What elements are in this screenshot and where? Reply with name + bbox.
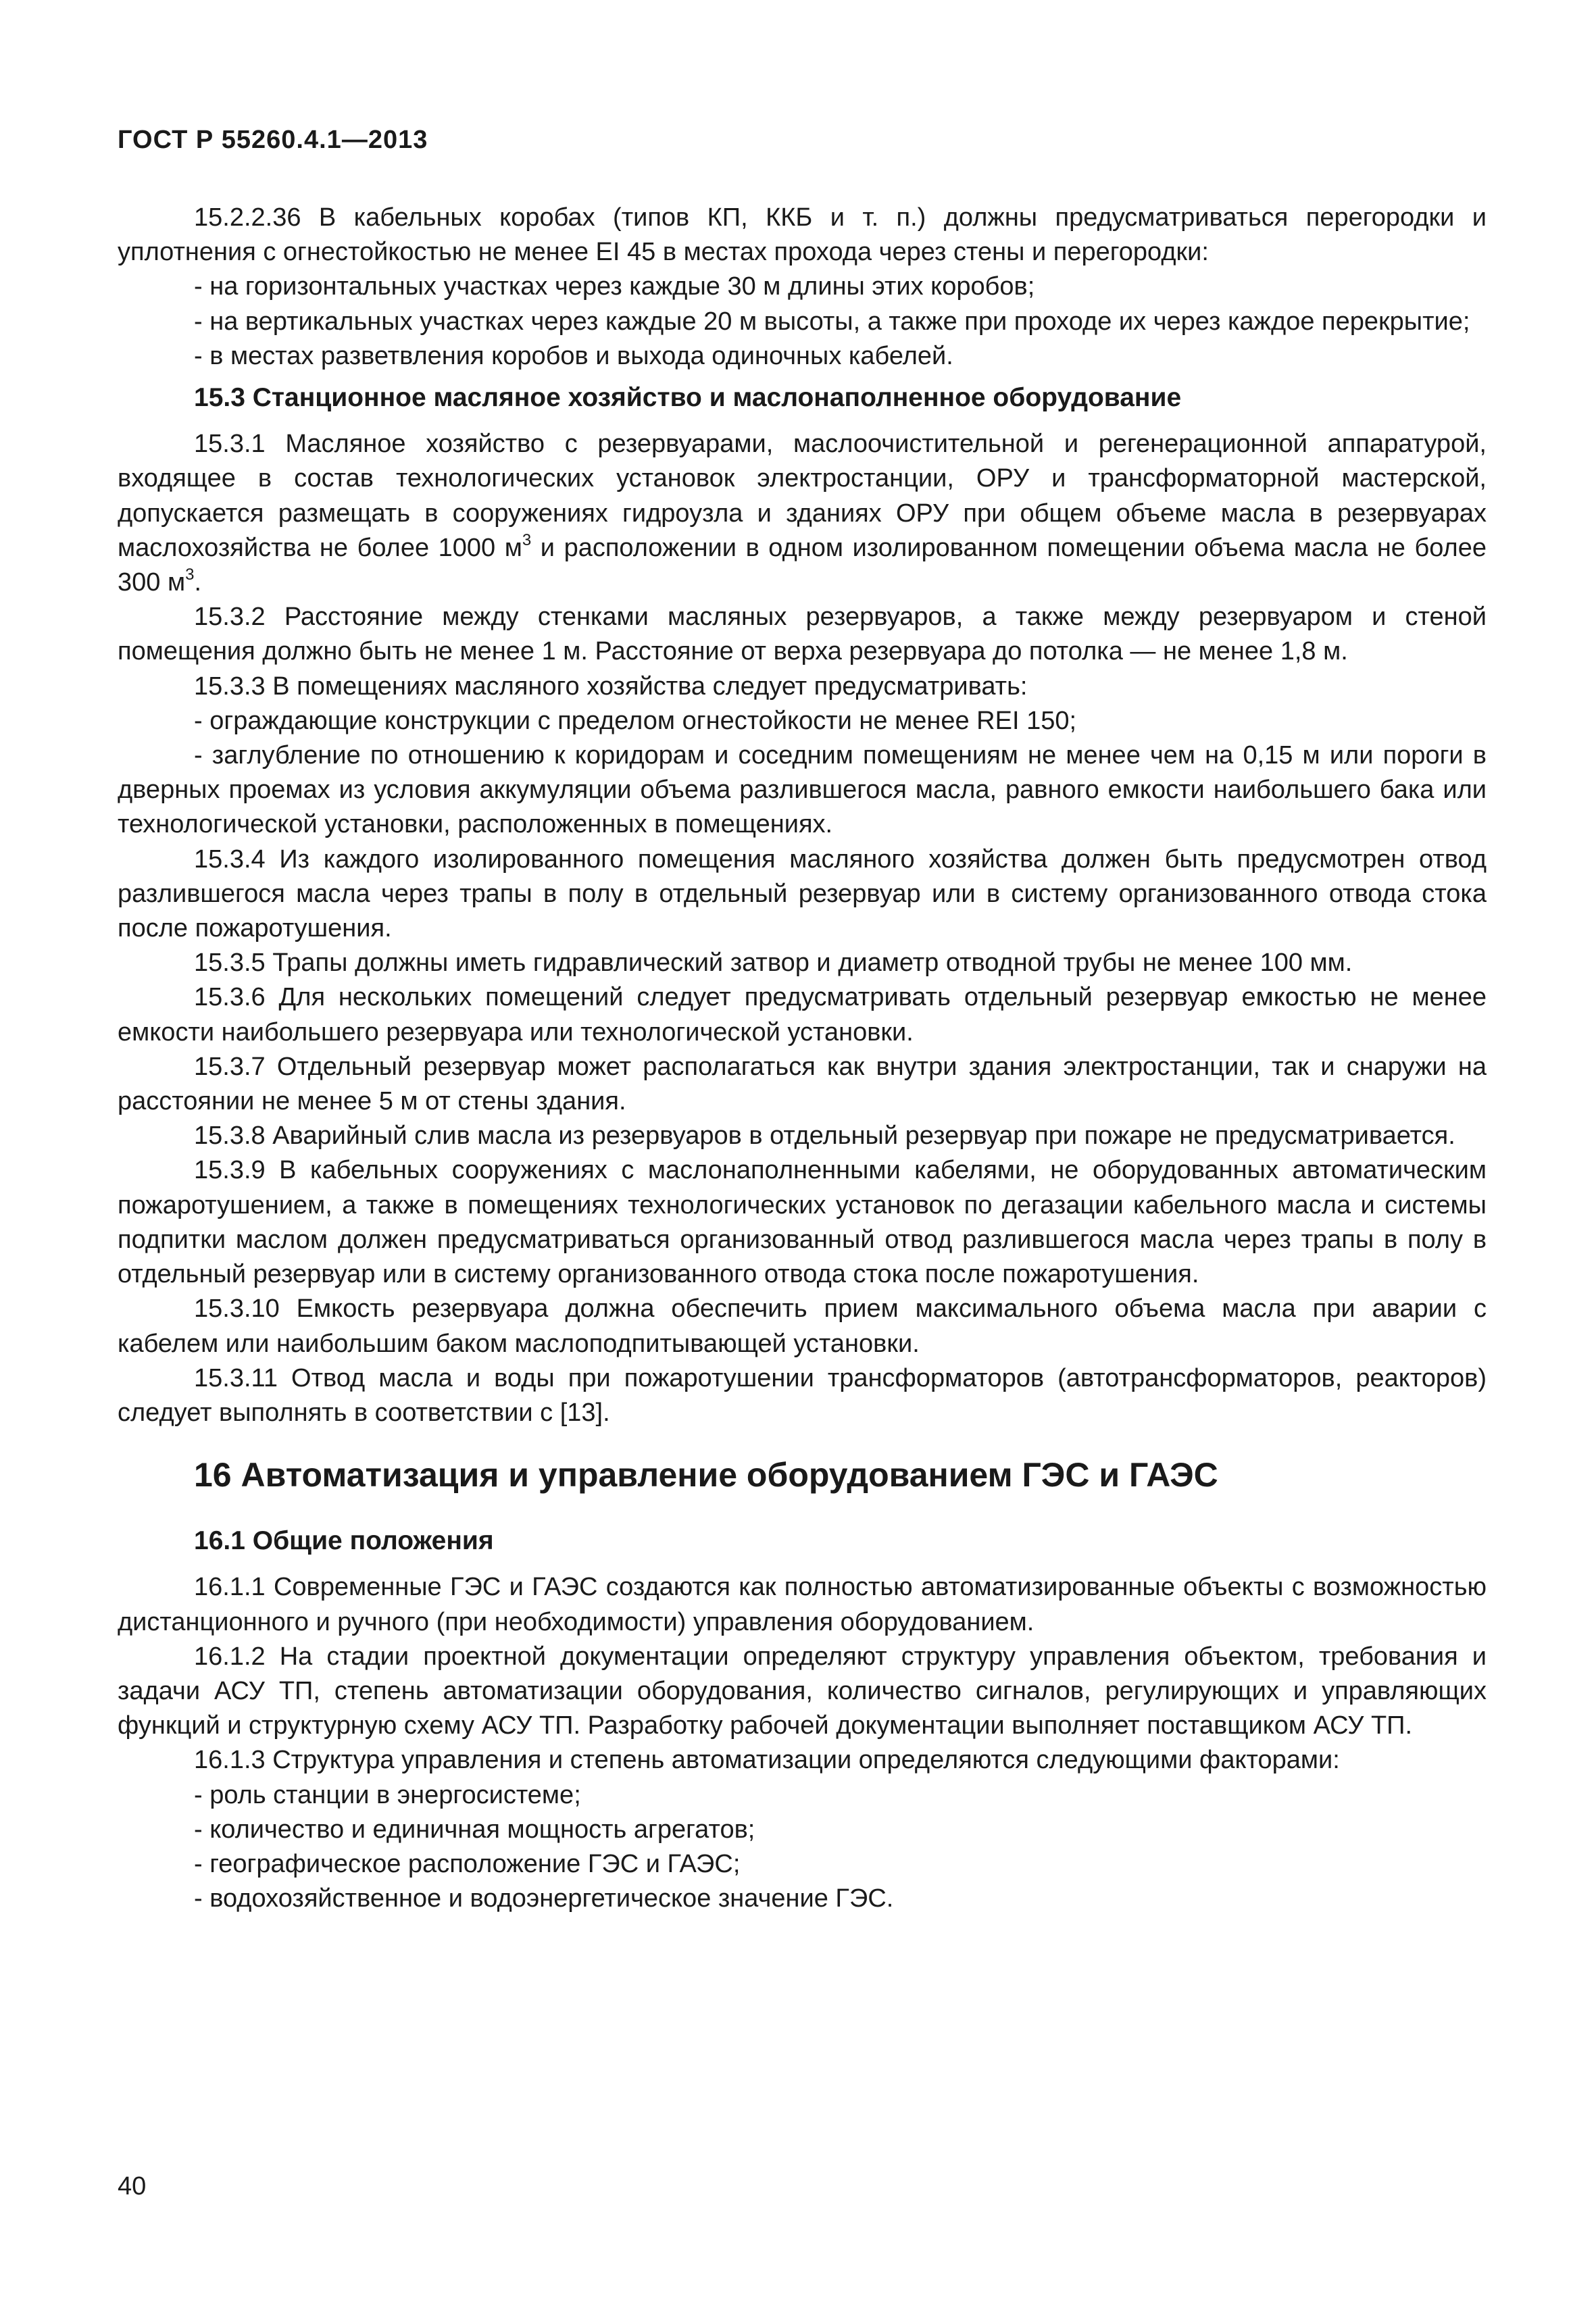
- paragraph: 16.1.1 Современные ГЭС и ГАЭС создаются как полностью автоматизированные объекты с возможностью дистанционного и ручного (при необходимости) управления оборудованием.: [118, 1573, 1487, 1636]
- paragraph: 15.3.7 Отдельный резервуар может располагаться как внутри здания электростанции, так и снаружи на расстоянии не менее 5 м от стены здания.: [118, 1052, 1487, 1116]
- section-heading: 16 Автоматизация и управление оборудованием ГЭС и ГАЭС: [194, 1456, 1218, 1494]
- paragraph: 16.1.2 На стадии проектной документации определяют структуру управления объектом, требования и задачи АСУ ТП, степень автоматизации оборудования, количество сигналов, регулирующих и управляющих функций и структурную схему АСУ ТП. Разработку рабочей документации выполняет поставщиком АСУ ТП.: [118, 1642, 1487, 1740]
- list-item: - на вертикальных участках через каждые 20 м высоты, а также при проходе их через каждое перекрытие;: [194, 307, 1470, 336]
- list-item: - роль станции в энергосистеме;: [194, 1780, 581, 1809]
- paragraph: 15.3.1 Масляное хозяйство с резервуарами, маслоочистительной и регенерационной аппаратурой, входящее в состав технологических установок электростанции, ОРУ и трансформаторной мастерской, допускается размещать в сооружениях гидроузла и зданиях ОРУ при общем объеме масла в резервуарах маслохозяйства не более 1000 $м^3$ и расположении в одном изолированном помещении объема масла не более 300 $м^3$.: [118, 430, 1487, 597]
- page-number: 40: [118, 2172, 147, 2200]
- list-item: - водохозяйственное и водоэнергетическое значение ГЭС.: [194, 1884, 894, 1913]
- paragraph: 15.3.5 Трапы должны иметь гидравлический затвор и диаметр отводной трубы не менее 100 мм.: [194, 949, 1353, 978]
- paragraph: 15.3.3 В помещениях масляного хозяйства следует предусматривать:: [194, 672, 1028, 701]
- list-item: - на горизонтальных участках через каждые 30 м длины этих коробов;: [194, 272, 1035, 301]
- list-item: - количество и единичная мощность агрегатов;: [194, 1815, 755, 1844]
- list-item: - заглубление по отношению к коридорам и соседним помещениям не менее чем на 0,15 м или пороги в дверных проемах из условия аккумуляции объема разлившегося масла, равного емкости наибольшего бака или технологической установки, расположенных в помещениях.: [118, 741, 1487, 839]
- paragraph: 15.2.2.36 В кабельных коробах (типов КП, ККБ и т. п.) должны предусматриваться перегородки и уплотнения с огнестойкостью не менее EI 45 в местах прохода через стены и перегородки:: [118, 203, 1487, 267]
- list-item: - географическое расположение ГЭС и ГАЭС;: [194, 1849, 741, 1878]
- paragraph: 15.3.11 Отвод масла и воды при пожаротушении трансформаторов (автотрансформаторов, реакторов) следует выполнять в соответствии с [13].: [118, 1363, 1487, 1427]
- subsection-heading: 15.3 Станционное масляное хозяйство и маслонаполненное оборудование: [194, 383, 1182, 413]
- paragraph: 15.3.9 В кабельных сооружениях с маслонаполненными кабелями, не оборудованных автоматическим пожаротушением, а также в помещениях технологических установок по дегазации кабельного масла и системы подпитки маслом должен предусматриваться организованный отвод разлившегося масла через трапы в полу в отдельный резервуар или в систему организованного отвода стока после пожаротушения.: [118, 1156, 1487, 1289]
- document-header: ГОСТ Р 55260.4.1—2013: [118, 126, 428, 154]
- paragraph: 15.3.8 Аварийный слив масла из резервуаров в отдельный резервуар при пожаре не предусматривается.: [194, 1122, 1455, 1151]
- paragraph: 15.3.2 Расстояние между стенками масляных резервуаров, а также между резервуаром и стеной помещения должно быть не менее 1 м. Расстояние от верха резервуара до потолка — не менее 1,8 м.: [118, 603, 1487, 666]
- list-item: - в местах разветвления коробов и выхода одиночных кабелей.: [194, 341, 953, 370]
- paragraph: 15.3.10 Емкость резервуара должна обеспечить прием максимального объема масла при аварии с кабелем или наибольшим баком маслоподпитывающей установки.: [118, 1294, 1487, 1358]
- list-item: - ограждающие конструкции с пределом огнестойкости не менее REI 150;: [194, 706, 1077, 735]
- subsection-heading: 16.1 Общие положения: [194, 1526, 494, 1556]
- paragraph: 15.3.4 Из каждого изолированного помещения масляного хозяйства должен быть предусмотрен отвод разлившегося масла через трапы в полу в отдельный резервуар или в систему организованного отвода стока после пожаротушения.: [118, 845, 1487, 943]
- paragraph: 16.1.3 Структура управления и степень автоматизации определяются следующими факторами:: [194, 1746, 1340, 1775]
- document-body: [118, 201, 1487, 1916]
- paragraph: 15.3.6 Для нескольких помещений следует предусматривать отдельный резервуар емкостью не менее емкости наибольшего резервуара или технологической установки.: [118, 983, 1487, 1047]
